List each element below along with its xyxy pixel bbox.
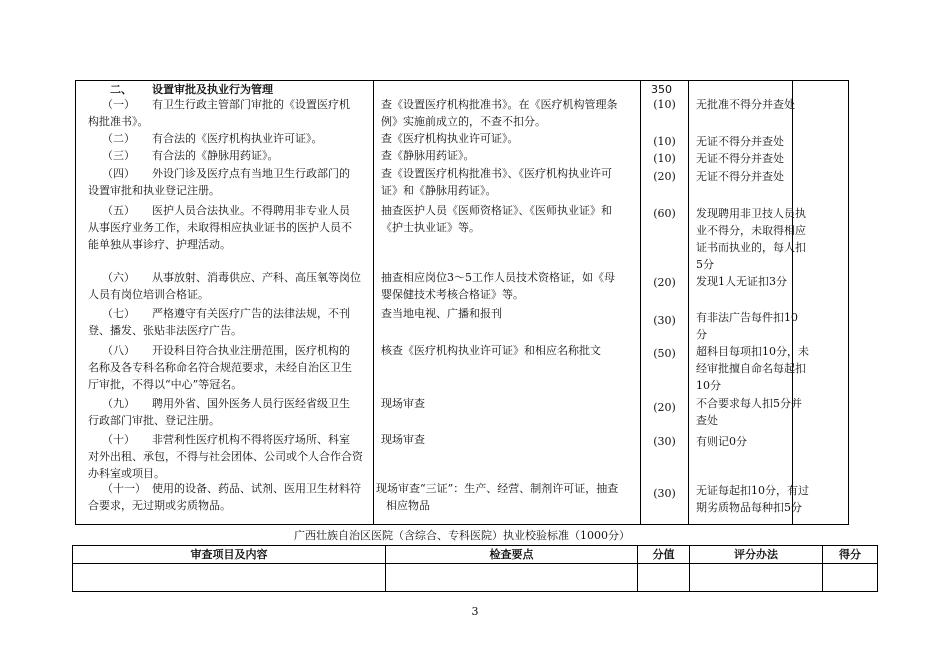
row-check-text: 查《医疗机构执业许可证》。 bbox=[381, 132, 519, 145]
row-item-text: 外设门诊及医疗点有当地卫生行政部门的 bbox=[152, 167, 350, 180]
row-check-text: 婴保健技术考核合格证》等。 bbox=[381, 288, 524, 301]
row-method-text: 无证不得分并查处 bbox=[696, 135, 784, 148]
row-item-text: 合要求，无过期或劣质物品。 bbox=[88, 499, 231, 512]
row-item-text: 开设科目符合执业注册范围，医疗机构的 bbox=[152, 344, 350, 357]
row-method-text: 有则记0分 bbox=[696, 435, 747, 448]
row-label: （七） bbox=[102, 307, 135, 320]
row-item-text: 设置审批和执业登记注册。 bbox=[88, 184, 220, 197]
row-method-text: 超科目每项扣10分，未 bbox=[696, 345, 809, 358]
row-method-text: 无证不得分并查处 bbox=[696, 170, 784, 183]
row-method-text: 不合要求每人扣5分并 bbox=[696, 397, 802, 410]
row-method-text: 分 bbox=[696, 328, 707, 341]
row-check-text: 例》实施前成立的，不查不扣分。 bbox=[381, 115, 546, 128]
row-check-text: 相应物品 bbox=[386, 499, 430, 512]
row-method-text: 经审批擅自命名每起扣 bbox=[696, 362, 806, 375]
row-item-text: 有合法的《医疗机构执业许可证》。 bbox=[152, 132, 323, 145]
row-check-text: 查《静脉用药证》。 bbox=[381, 149, 475, 162]
row-item-text: 人员有岗位培训合格证。 bbox=[88, 288, 209, 301]
header-method: 评分办法 bbox=[734, 548, 778, 561]
row-method-text: 有非法广告每件扣10 bbox=[696, 311, 798, 324]
row-method-text: 无批准不得分并查处 bbox=[696, 98, 795, 111]
section-score: 350 bbox=[651, 83, 672, 96]
row-item-text: 构批准书》。 bbox=[88, 115, 149, 128]
row-item-text: 对外出租、承包，不得与社会团体、公司或个人合作合资 bbox=[88, 450, 363, 463]
row-item-text: 登、播发、张贴非法医疗广告。 bbox=[88, 324, 242, 337]
table-top-border bbox=[72, 545, 878, 546]
page-number: 3 bbox=[471, 605, 479, 618]
table-bottom-border bbox=[75, 524, 849, 525]
row-check-text: 现场审查 bbox=[381, 433, 425, 446]
row-method-text: 发现聘用非卫技人员执 bbox=[696, 207, 806, 220]
row-method-text: 5分 bbox=[696, 258, 714, 271]
row-item-text: 办科室或项目。 bbox=[88, 467, 165, 480]
header-score: 分值 bbox=[652, 548, 675, 561]
column-divider bbox=[848, 80, 849, 525]
row-check-text: 查《设置医疗机构批准书》、《医疗机构执业许可 bbox=[381, 167, 612, 180]
column-divider bbox=[373, 80, 374, 525]
row-method-text: 业不得分，未取得相应 bbox=[696, 224, 806, 237]
row-method-text: 证书而执业的，每人扣 bbox=[696, 241, 806, 254]
row-label: （六） bbox=[102, 271, 135, 284]
row-item-text: 名称及各专科名称命名符合规范要求，未经自治区卫生 bbox=[88, 361, 352, 374]
header-item: 审查项目及内容 bbox=[190, 548, 268, 561]
row-score: (20) bbox=[653, 276, 676, 289]
row-method-text: 无证每起扣10分，有过 bbox=[696, 484, 809, 497]
row-check-text: 查《设置医疗机构批准书》。在《医疗机构管理条 bbox=[381, 98, 618, 111]
row-item-text: 从事医疗业务工作，未取得相应执业证书的医护人员不 bbox=[88, 221, 352, 234]
section-number: 二、 bbox=[110, 83, 132, 96]
row-method-text: 10分 bbox=[696, 379, 721, 392]
row-label: （八） bbox=[102, 344, 135, 357]
row-label: （四） bbox=[102, 167, 135, 180]
row-label: （二） bbox=[102, 132, 135, 145]
row-item-text: 从事放射、消毒供应、产科、高压氧等岗位 bbox=[152, 271, 361, 284]
column-divider bbox=[75, 80, 76, 525]
row-method-text: 期劣质物品每种扣5分 bbox=[696, 501, 802, 514]
row-label: （十） bbox=[102, 433, 135, 446]
table-caption: 广西壮族自治区医院（含综合、专科医院）执业校验标准（1000分） bbox=[294, 529, 630, 542]
row-item-text: 有卫生行政主管部门审批的《设置医疗机 bbox=[152, 98, 350, 111]
row-check-text: 抽查医护人员《医师资格证》、《医师执业证》和 bbox=[381, 204, 612, 217]
row-score: (10) bbox=[653, 135, 676, 148]
row-label: （三） bbox=[102, 149, 135, 162]
row-label: （一） bbox=[102, 98, 135, 111]
row-item-text: 严格遵守有关医疗广告的法律法规，不刊 bbox=[152, 307, 350, 320]
row-label: （十一） bbox=[102, 482, 146, 495]
table-top-border bbox=[75, 80, 849, 81]
row-divider bbox=[72, 563, 878, 564]
row-check-text: 核查《医疗机构执业许可证》和相应名称批文 bbox=[381, 344, 601, 357]
row-item-text: 医护人员合法执业。不得聘用非专业人员 bbox=[152, 204, 350, 217]
row-item-text: 厅审批，不得以“中心”等冠名。 bbox=[88, 378, 243, 391]
column-divider bbox=[877, 545, 878, 592]
column-divider bbox=[688, 80, 689, 525]
row-check-text: 抽查相应岗位3～5工作人员技术资格证，如《母 bbox=[381, 271, 615, 284]
row-method-text: 发现1人无证扣3分 bbox=[696, 275, 787, 288]
row-label: （九） bbox=[102, 397, 135, 410]
header-check: 检查要点 bbox=[489, 548, 534, 561]
row-item-text: 非营利性医疗机构不得将医疗场所、科室 bbox=[152, 433, 350, 446]
row-check-text: 现场审查 bbox=[381, 397, 425, 410]
row-item-text: 有合法的《静脉用药证》。 bbox=[152, 149, 279, 162]
row-item-text: 行政部门审批、登记注册。 bbox=[88, 414, 220, 427]
row-score: (20) bbox=[653, 401, 676, 414]
row-check-text: 现场审查“三证”：生产、经营、制剂许可证，抽查 bbox=[376, 482, 619, 495]
row-score: (30) bbox=[653, 487, 676, 500]
row-item-text: 使用的设备、药品、试剂、医用卫生材料符 bbox=[152, 482, 361, 495]
row-check-text: 查当地电视、广播和报刊 bbox=[381, 307, 502, 320]
table-bottom-border bbox=[72, 591, 878, 592]
row-score: (10) bbox=[653, 152, 676, 165]
row-method-text: 无证不得分并查处 bbox=[696, 152, 784, 165]
row-label: （五） bbox=[102, 204, 135, 217]
row-check-text: 《护士执业证》等。 bbox=[381, 221, 480, 234]
row-score: (30) bbox=[653, 435, 676, 448]
column-divider bbox=[792, 80, 793, 525]
row-item-text: 聘用外省、国外医务人员行医经省级卫生 bbox=[152, 397, 350, 410]
row-score: (60) bbox=[653, 207, 676, 220]
row-method-text: 查处 bbox=[696, 414, 718, 427]
row-score: (50) bbox=[653, 347, 676, 360]
row-check-text: 证》和《静脉用药证》。 bbox=[381, 184, 497, 197]
row-item-text: 能单独从事诊疗、护理活动。 bbox=[88, 238, 231, 251]
row-score: (30) bbox=[653, 314, 676, 327]
header-result: 得分 bbox=[839, 548, 861, 561]
row-score: (10) bbox=[653, 98, 676, 111]
row-score: (20) bbox=[653, 170, 676, 183]
section-title: 设置审批及执业行为管理 bbox=[152, 83, 273, 96]
